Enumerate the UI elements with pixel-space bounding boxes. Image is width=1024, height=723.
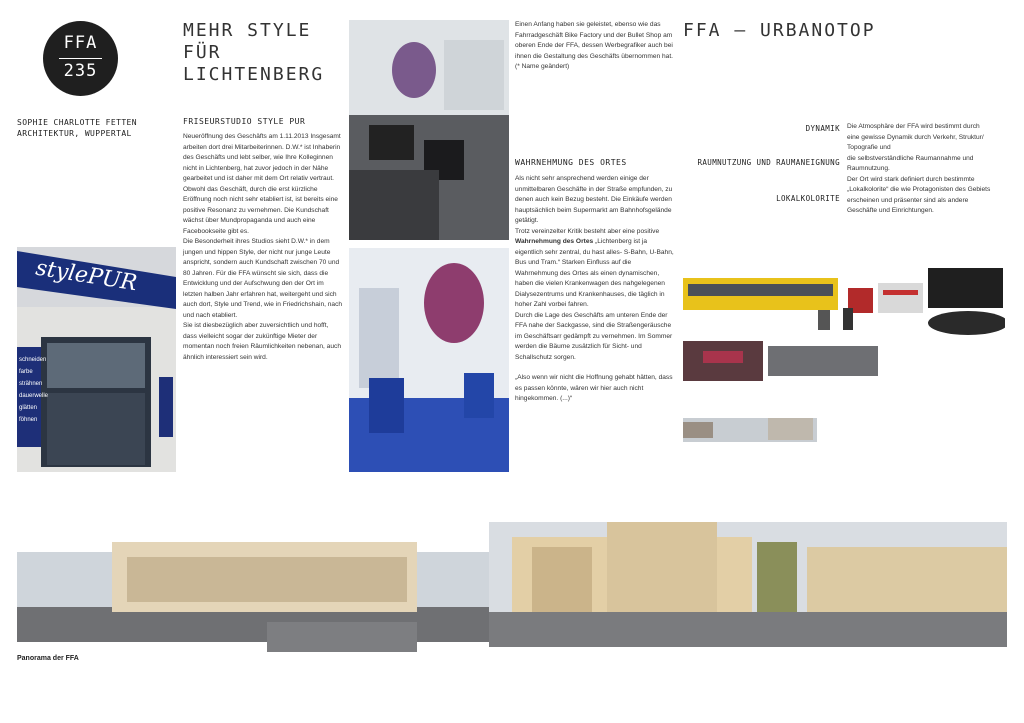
window-word: glätten	[19, 405, 38, 411]
window-word: farbe	[19, 369, 33, 375]
street-traffic-drawing	[683, 268, 1005, 338]
ffa-panorama	[17, 522, 1007, 652]
bicycle-collage	[683, 336, 879, 388]
middle-paragraph: Als nicht sehr ansprechend werden einige der unmittelbaren Geschäfte in der Straße empfunden, zu denen auch kein Bezug besteht. Die Einkäufe werden hauptsächlich beim Supermarkt am Bahnhofsgelände getätigt.	[515, 175, 673, 224]
salon-interior-photo-2	[349, 248, 509, 472]
ffa-logo-badge	[43, 21, 118, 96]
salon-interior-drawing-2	[349, 248, 509, 472]
keyword-lokalkolorite: LOKALKOLORITE	[776, 194, 840, 203]
left-body	[183, 132, 343, 363]
window-word: strähnen	[19, 381, 43, 387]
middle-paragraph-emphasis: Wahrnehmung des Ortes	[515, 238, 594, 245]
keyword-text-raumnutzung: die selbstverständliche Raumannahme und Raumnutzung.	[847, 154, 974, 172]
shop-sign-text: stylePUR	[33, 255, 139, 297]
logo-line1: FFA	[63, 33, 98, 53]
keyword-raumnutzung: RAUMNUTZUNG UND RAUMANEIGNUNG	[697, 158, 840, 167]
street-view-drawing	[683, 418, 817, 442]
middle-paragraph: Durch die Lage des Geschäfts am unteren Ende der FFA nahe der Sackgasse, sind die Straßengeräusche im Geschäftsarr gedämpft zu vernehmen. Im Sommer werden die Bäume zusätzlich für Sicht- und Schallschutz sorgen.	[515, 311, 673, 361]
salon-interior-photo-1	[349, 20, 509, 240]
author-block	[17, 117, 137, 139]
keyword-text-dynamik: Die Atmosphäre der FFA wird bestimmt durch eine gewisse Dynamik durch Verkehr, Struktur/ Topografie und	[847, 123, 984, 151]
middle-body	[515, 174, 675, 405]
left-subtitle: FRISEURSTUDIO STYLE PUR	[183, 117, 306, 126]
salon-interior-drawing-1	[349, 20, 509, 240]
keyword-text-lokalkolorite: Der Ort wird stark definiert durch bestimmte „Lokalkolorite“ die wie Protagonisten des Gebiets erscheinen und präsenter sind als andere Geschäfte und Einrichtungen.	[847, 175, 991, 214]
right-body	[847, 122, 992, 217]
logo-divider	[59, 58, 102, 59]
street-view-collage	[683, 418, 817, 442]
panorama-drawing	[17, 522, 1007, 652]
left-title	[183, 20, 353, 86]
window-word: schneiden	[19, 357, 47, 363]
left-paragraph: Neueröffnung des Geschäfts am 1.11.2013 Insgesamt arbeiten dort drei Mitarbeiterinnen. D.W.* ist Inhaberin des Geschäfts und lebt selber, wie Ihre Kolleginnen nicht in Lichtenberg, hat zuvor jedoch in der Nähe gearbeitet und ist daher mit dem Ort relativ vertraut. Obwohl das Geschäft, durch die erst kürzliche Eröffnung noch nicht sehr etabliert ist, ist bereits eine positive Resonanz zu vernehmen. Die Kundschaft wächst über Mundpropaganda und auch eine Facebookseite gibt es.	[183, 133, 341, 235]
middle-intro: Einen Anfang haben sie geleistet, ebenso wie das Fahrradgeschäft Bike Factory und der Bullet Shop am oberen Ende der FFA, dessen Werbegrafiker auch bei ihnen die Gestaltung des Geschäfts übernommen hat. (* Name geändert)	[515, 21, 673, 70]
right-title: FFA – URBANOTOP	[683, 20, 876, 41]
keyword-dynamik: DYNAMIK	[805, 124, 840, 133]
shop-front-drawing	[17, 247, 176, 472]
left-paragraph: Sie ist diesbezüglich aber zuversichtlich und hofft, dass vielleicht sogar der zukünftige Mieter der momentan noch freien Räumlichkeiten nebenan, auch ähnlich interessiert sein wird.	[183, 322, 341, 361]
middle-quote: „Also wenn wir nicht die Hoffnung gehabt hätten, dass es passen könnte, wären wir hier auch nicht hingekommen. (...)“	[515, 374, 673, 402]
window-word: dauerwelle	[19, 393, 49, 399]
window-word: föhnen	[19, 417, 38, 423]
author-name: SOPHIE CHARLOTTE FETTEN	[17, 118, 137, 127]
middle-subtitle: WAHRNEHMUNG DES ORTES	[515, 158, 627, 167]
author-affiliation: ARCHITEKTUR, WUPPERTAL	[17, 129, 132, 138]
logo-line2: 235	[63, 61, 98, 81]
middle-paragraph	[515, 227, 675, 311]
left-title-line2: LICHTENBERG	[183, 64, 325, 85]
bicycle-drawing	[683, 336, 879, 388]
left-paragraph: Die Besonderheit ihres Studios sieht D.W.* in dem jungen und hippen Style, der nicht nur junge Leute anspricht, sondern auch Kundschaft zwischen 70 und 80 Jahren. Für die FFA wünscht sie sich, dass die Entwicklung und der Aufschwung den der Ort im letzten halben Jahr erfahren hat, weitergeht und sich auch dort, Style und Trend, wie in Friedrichshain, nach und nach etabliert.	[183, 238, 343, 319]
street-traffic-collage	[683, 268, 1005, 338]
panorama-caption: Panorama der FFA	[17, 655, 79, 662]
shop-front-photo	[17, 247, 176, 472]
middle-paragraph-lead: Trotz vereinzelter Kritik besteht aber eine positive	[515, 227, 660, 235]
middle-paragraph-tail: „Lichtenberg ist ja eigentlich sehr zentral, du hast alles- S-Bahn, U-Bahn, Bus und Tram.“ Starken Einfluss auf die Wahrnehmung des Ortes als einen dynamischen, haben die vielen Krankenwagen des nahgelegenen Dialysezentrums und Krankenhauses, die täglich in hoher Zahl vorbei fahren.	[515, 238, 674, 308]
left-title-line1: MEHR STYLE FÜR	[183, 20, 312, 63]
